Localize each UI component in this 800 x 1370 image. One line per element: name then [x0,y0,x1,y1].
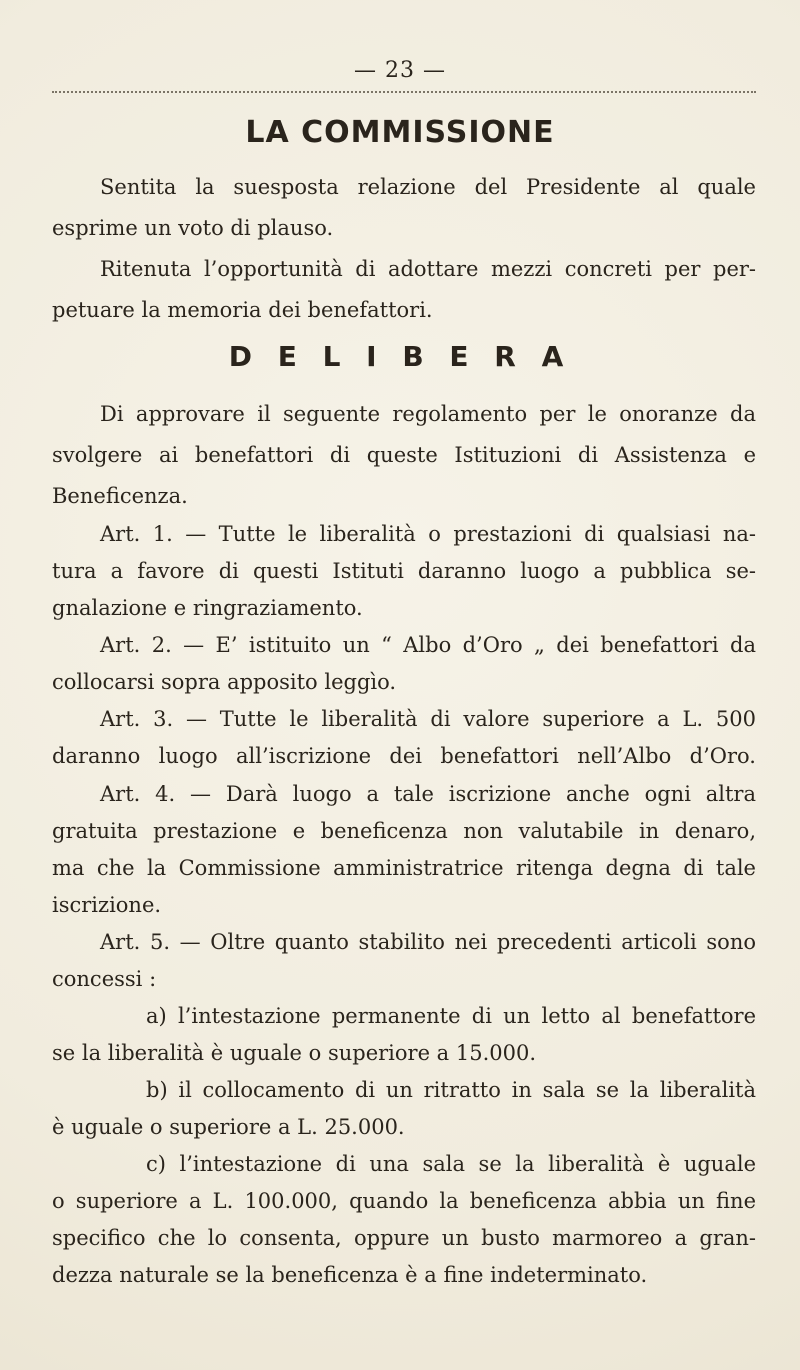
text-line: o superiore a L. 100.000, quando la beneficenza abbia un fine [52,1189,756,1213]
text-line: Art. 5. — Oltre quanto stabilito nei precedenti articoli sono [100,930,756,954]
text-line: Sentita la suesposta relazione del Presidente al quale [100,175,756,199]
page-title: LA COMMISSIONE [245,115,555,150]
text-line: a) l’intestazione permanente di un letto al benefattore [146,1004,756,1028]
text-line: gratuita prestazione e beneficenza non valutabile in denaro, [52,819,756,843]
text-line: Beneficenza. [52,484,188,508]
text-line: esprime un voto di plauso. [52,216,334,240]
text-line: se la liberalità è uguale o superiore a 15.000. [52,1041,537,1065]
text-line: c) l’intestazione di una sala se la liberalità è uguale [146,1152,756,1176]
text-line: collocarsi sopra apposito leggìo. [52,670,397,694]
text-line: specifico che lo consenta, oppure un busto marmoreo a gran- [52,1226,756,1250]
text-line: Di approvare il seguente regolamento per le onoranze da [100,402,756,426]
dotted-rule [52,91,756,93]
text-line: è uguale o superiore a L. 25.000. [52,1115,405,1139]
text-line: Ritenuta l’opportunità di adottare mezzi concreti per per- [100,257,756,281]
text-line: ma che la Commissione amministratrice ritenga degna di tale [52,856,756,880]
page-number: — 23 — [354,58,446,83]
text-line: dezza naturale se la beneficenza è a fine indeterminato. [52,1263,648,1287]
text-line: gnalazione e ringraziamento. [52,596,363,620]
text-line: iscrizione. [52,893,162,917]
text-line: svolgere ai benefattori di queste Istituzioni di Assistenza e [52,443,756,467]
deliberation-heading: D E L I B E R A [228,340,572,373]
text-line: Art. 1. — Tutte le liberalità o prestazioni di qualsiasi na- [100,522,756,546]
text-line: daranno luogo all’iscrizione dei benefattori nell’Albo d’Oro. [52,744,756,768]
text-line: b) il collocamento di un ritratto in sala se la liberalità [146,1078,756,1102]
text-line: petuare la memoria dei benefattori. [52,298,433,322]
text-line: tura a favore di questi Istituti daranno luogo a pubblica se- [52,559,756,583]
text-line: Art. 4. — Darà luogo a tale iscrizione anche ogni altra [100,782,756,806]
text-line: concessi : [52,967,157,991]
text-line: Art. 2. — E’ istituito un “ Albo d’Oro „ dei benefattori da [100,633,756,657]
text-line: Art. 3. — Tutte le liberalità di valore superiore a L. 500 [100,707,756,731]
